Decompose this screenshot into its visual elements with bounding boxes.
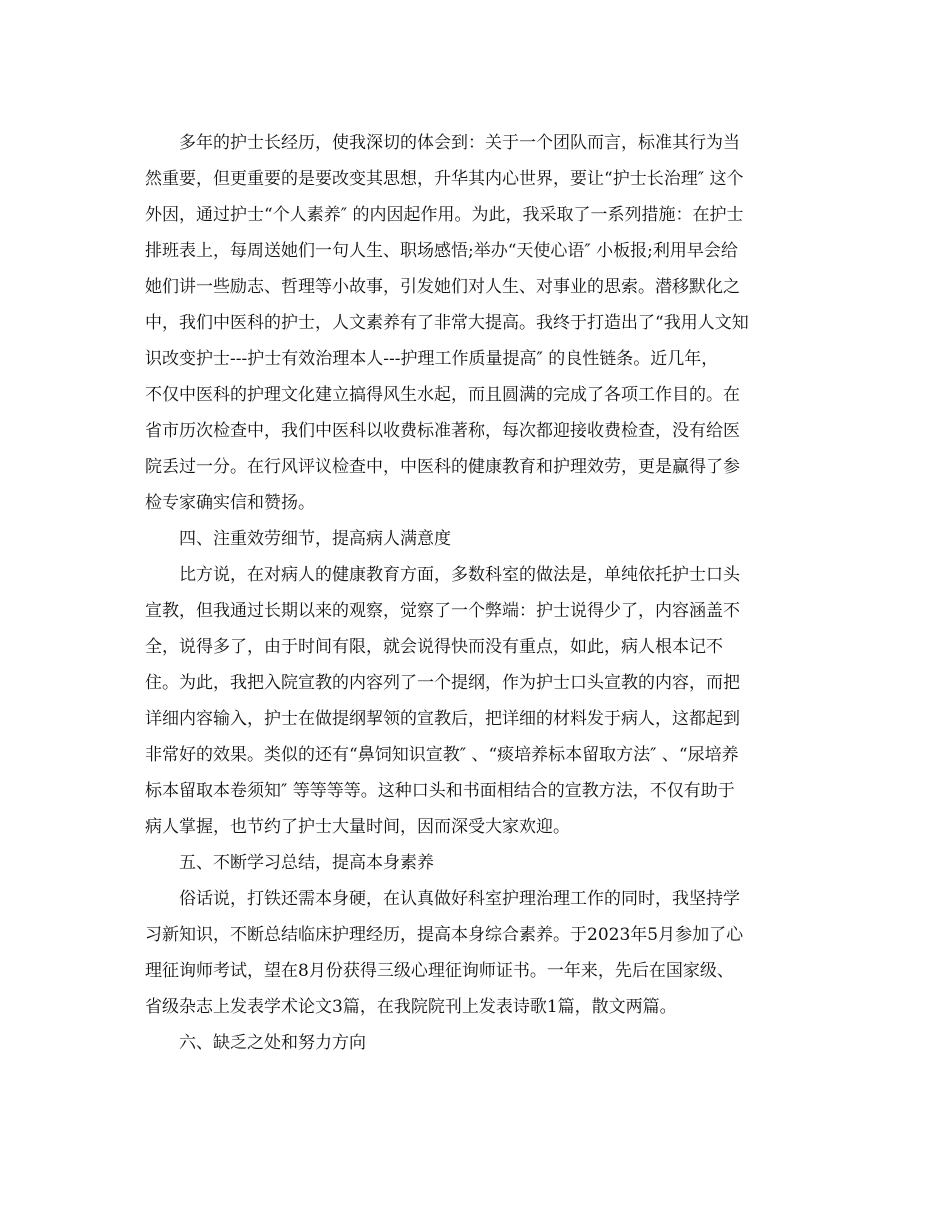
section-heading: 六、缺乏之处和努力方向: [179, 1033, 366, 1053]
paragraph-line: 院丢过一分。在行风评议检查中，中医科的健康教育和护理效劳，更是赢得了参: [145, 457, 740, 477]
paragraph-line: 习新知识，不断总结临床护理经历，提高本身综合素养。于2023年5月参加了心: [145, 925, 744, 945]
paragraph-line: 排班表上，每周送她们一句人生、职场感悟;举办“天使心语″ 小板报;利用早会给: [145, 241, 738, 261]
document-body: [145, 125, 805, 1061]
paragraph-line: 住。为此，我把入院宣教的内容列了一个提纲，作为护士口头宣教的内容，而把: [145, 673, 740, 693]
paragraph-line: 比方说，在对病人的健康教育方面，多数科室的做法是，单纯依托护士口头: [179, 565, 740, 585]
paragraph-line: 宣教，但我通过长期以来的观察，觉察了一个弊端：护士说得少了，内容涵盖不: [145, 601, 740, 621]
section-heading: 五、不断学习总结，提高本身素养: [179, 853, 434, 873]
paragraph-line: 然重要，但更重要的是要改变其思想，升华其内心世界，要让“护士长治理″ 这个: [145, 169, 744, 189]
paragraph-line: 不仅中医科的护理文化建立搞得风生水起，而且圆满的完成了各项工作目的。在: [145, 385, 740, 405]
paragraph-line: 全，说得多了，由于时间有限，就会说得快而没有重点，如此，病人根本记不: [145, 637, 723, 657]
paragraph-line: 省市历次检查中，我们中医科以收费标准著称，每次都迎接收费检查，没有给医: [145, 421, 740, 441]
paragraph-line: 多年的护士长经历，使我深切的体会到：关于一个团队而言，标准其行为当: [179, 133, 740, 153]
paragraph-line: 俗话说，打铁还需本身硬，在认真做好科室护理治理工作的同时，我坚持学: [179, 889, 740, 909]
paragraph-line: 中，我们中医科的护士，人文素养有了非常大提高。我终于打造出了“我用人文知: [145, 313, 749, 333]
paragraph-line: 详细内容输入，护士在做提纲挈领的宣教后，把详细的材料发于病人，这都起到: [145, 709, 740, 729]
paragraph-line: 标本留取本卷须知″ 等等等等。这种口头和书面相结合的宣教方法，不仅有助于: [145, 781, 735, 801]
paragraph-line: 省级杂志上发表学术论文3篇，在我院院刊上发表诗歌1篇，散文两篇。: [145, 997, 677, 1017]
paragraph-line: 理征询师考试，望在8月份获得三级心理征询师证书。一年来，先后在国家级、: [145, 961, 734, 981]
paragraph-line: 识改变护士---护士有效治理本人---护理工作质量提高″ 的良性链条。近几年，: [145, 349, 719, 369]
paragraph-line: 检专家确实信和赞扬。: [145, 493, 315, 513]
section-heading: 四、注重效劳细节，提高病人满意度: [179, 529, 451, 549]
paragraph-line: 外因，通过护士“个人素养″ 的内因起作用。为此，我采取了一系列措施：在护士: [145, 205, 744, 225]
paragraph-line: 病人掌握，也节约了护士大量时间，因而深受大家欢迎。: [145, 817, 570, 837]
paragraph-line: 她们讲一些励志、哲理等小故事，引发她们对人生、对事业的思索。潜移默化之: [145, 277, 740, 297]
paragraph-line: 非常好的效果。类似的还有“鼻饲知识宣教″ 、“痰培养标本留取方法″ 、“尿培养: [145, 745, 739, 765]
